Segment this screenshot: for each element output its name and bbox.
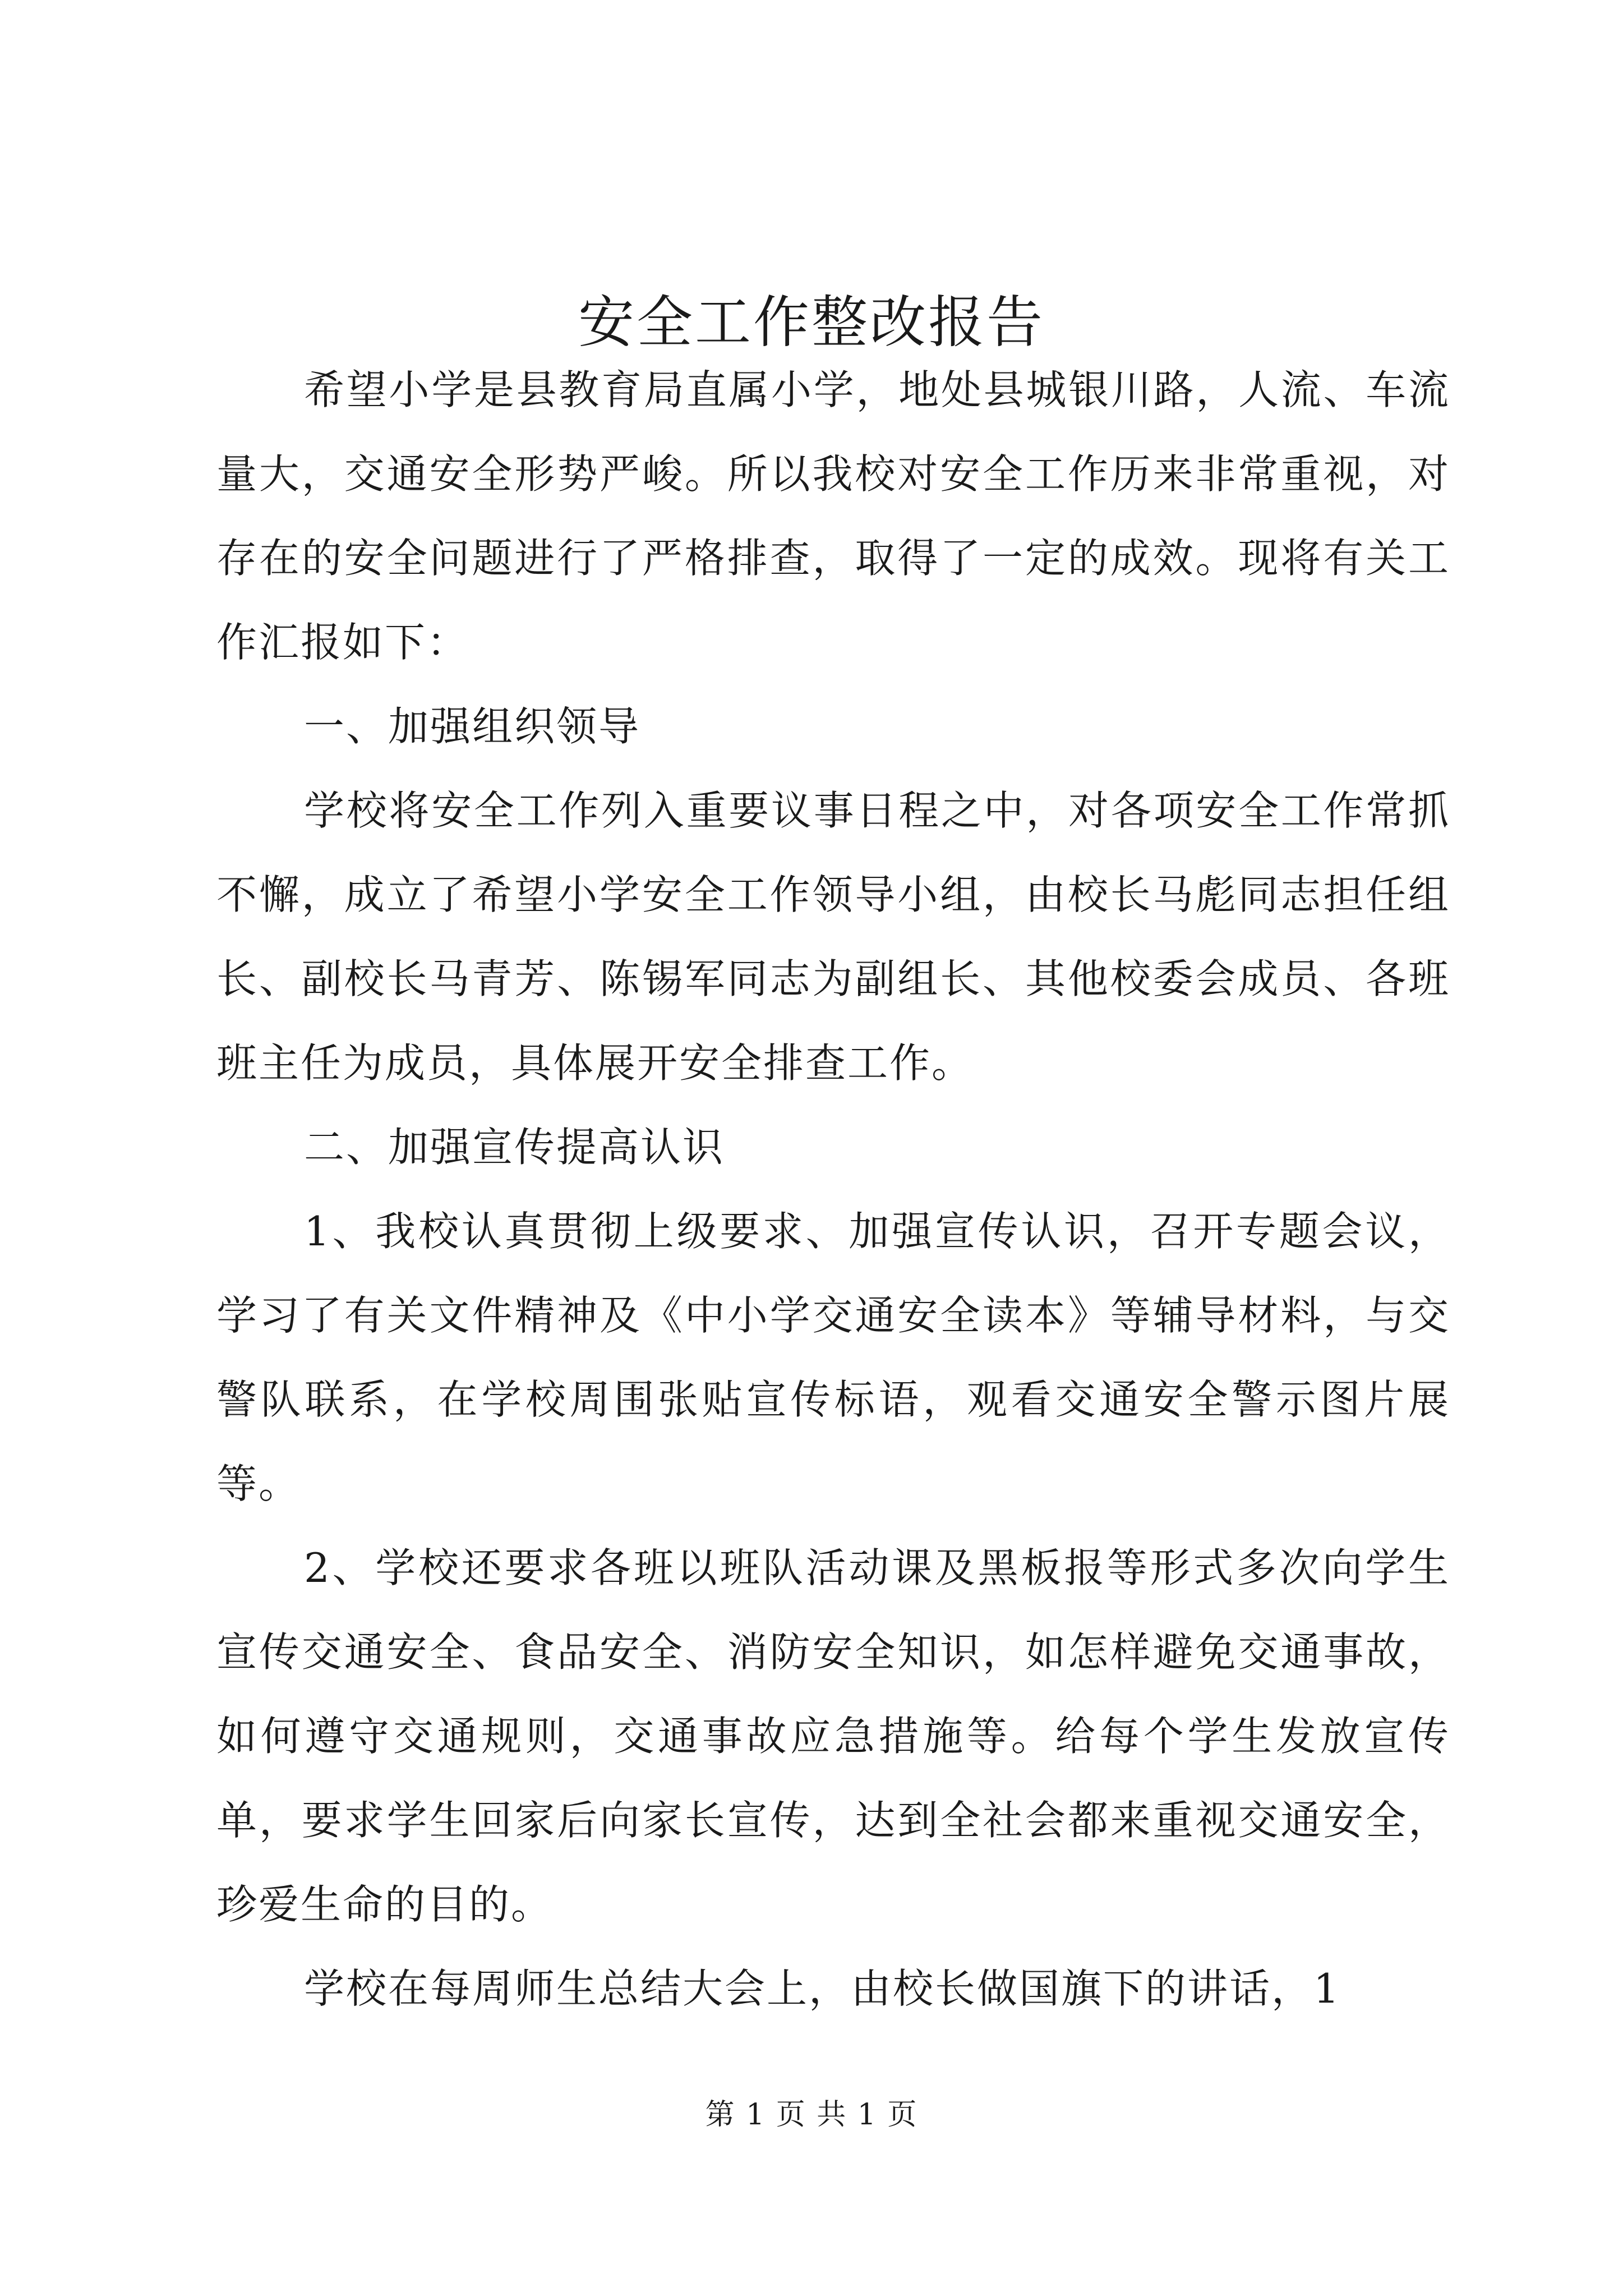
document-body <box>216 348 1450 2031</box>
paragraph-weekly-meeting: 学校在每周师生总结大会上，由校长做国旗下的讲话，1 <box>304 1965 1341 2012</box>
page-footer: 第 1 页 共 1 页 <box>705 2098 918 2132</box>
section-heading-2: 二、加强宣传提高认识 <box>304 1124 725 1171</box>
paragraph-organization: 学校将安全工作列入重要议事日程之中，对各项安全工作常抓不懈，成立了希望小学安全工作领导小组，由校长马彪同志担任组长、副校长马青芳、陈锡军同志为副组长、其他校委会成员、各班班主任为成员，具体展开安全排查工作。 <box>216 787 1450 1087</box>
paragraph-item-1: 1、我校认真贯彻上级要求、加强宣传认识，召开专题会议，学习了有关文件精神及《中小学交通安全读本》等辅导材料，与交警队联系，在学校周围张贴宣传标语，观看交通安全警示图片展等。 <box>216 1208 1450 1507</box>
section-heading-1: 一、加强组织领导 <box>304 703 641 750</box>
paragraph-item-2: 2、学校还要求各班以班队活动课及黑板报等形式多次向学生宣传交通安全、食品安全、消防安全知识，如怎样避免交通事故，如何遵守交通规则，交通事故应急措施等。给每个学生发放宣传单，要求学生回家后向家长宣传，达到全社会都来重视交通安全，珍爱生命的目的。 <box>216 1544 1450 1928</box>
document-title: 安全工作整改报告 <box>578 289 1045 355</box>
paragraph-intro: 希望小学是县教育局直属小学，地处县城银川路，人流、车流量大，交通安全形势严峻。所以我校对安全工作历来非常重视，对存在的安全问题进行了严格排查，取得了一定的成效。现将有关工作汇报如下： <box>216 366 1450 666</box>
